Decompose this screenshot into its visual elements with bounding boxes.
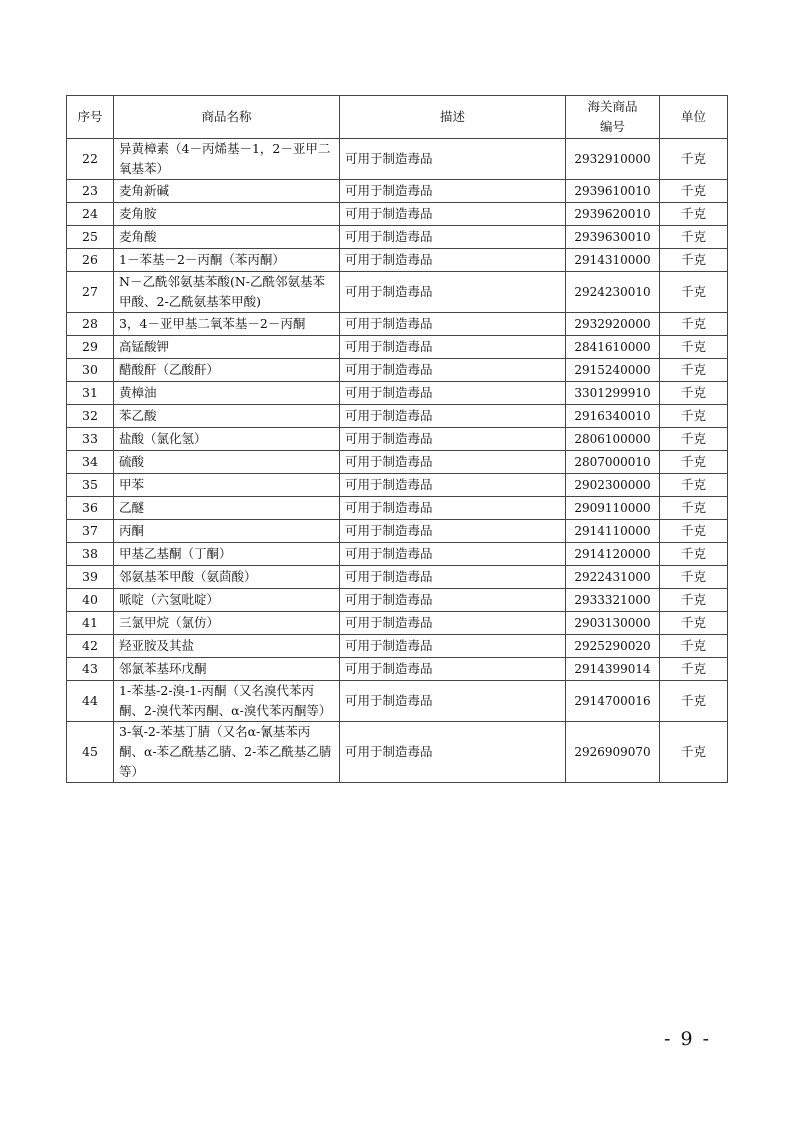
table-row — [67, 336, 728, 359]
cell-hs-code: 3301299910 — [566, 382, 660, 405]
header-name: 商品名称 — [114, 96, 340, 139]
cell-index: 43 — [67, 658, 114, 681]
cell-description: 可用于制造毒品 — [340, 566, 566, 589]
cell-hs-code: 2933321000 — [566, 589, 660, 612]
cell-hs-code: 2939610010 — [566, 180, 660, 203]
cell-hs-code: 2924230010 — [566, 272, 660, 313]
cell-unit: 千克 — [660, 313, 728, 336]
cell-index: 31 — [67, 382, 114, 405]
table-row — [67, 359, 728, 382]
cell-hs-code: 2939620010 — [566, 203, 660, 226]
cell-description: 可用于制造毒品 — [340, 249, 566, 272]
cell-hs-code: 2916340010 — [566, 405, 660, 428]
table-row — [67, 474, 728, 497]
cell-description: 可用于制造毒品 — [340, 722, 566, 783]
cell-description: 可用于制造毒品 — [340, 520, 566, 543]
cell-name: 丙酮 — [114, 520, 340, 543]
cell-description: 可用于制造毒品 — [340, 497, 566, 520]
cell-name: 邻氨基苯甲酸（氨茴酸） — [114, 566, 340, 589]
cell-hs-code: 2841610000 — [566, 336, 660, 359]
cell-hs-code: 2914120000 — [566, 543, 660, 566]
cell-name: 哌啶（六氢吡啶） — [114, 589, 340, 612]
cell-unit: 千克 — [660, 382, 728, 405]
page-number: - 9 - — [664, 1028, 712, 1050]
cell-description: 可用于制造毒品 — [340, 635, 566, 658]
table-row — [67, 681, 728, 722]
cell-hs-code: 2932910000 — [566, 139, 660, 180]
table-row — [67, 139, 728, 180]
cell-index: 40 — [67, 589, 114, 612]
header-hs-code-line2: 编号 — [599, 119, 625, 134]
cell-description: 可用于制造毒品 — [340, 451, 566, 474]
cell-unit: 千克 — [660, 405, 728, 428]
cell-name: 麦角酸 — [114, 226, 340, 249]
cell-index: 24 — [67, 203, 114, 226]
cell-name: 1－苯基－2－丙酮（苯丙酮） — [114, 249, 340, 272]
cell-name: 甲基乙基酮（丁酮） — [114, 543, 340, 566]
table-row — [67, 382, 728, 405]
cell-hs-code: 2914110000 — [566, 520, 660, 543]
cell-description: 可用于制造毒品 — [340, 313, 566, 336]
header-hs-code-line1: 海关商品 — [587, 99, 638, 114]
cell-hs-code: 2914310000 — [566, 249, 660, 272]
cell-description: 可用于制造毒品 — [340, 139, 566, 180]
cell-hs-code: 2932920000 — [566, 313, 660, 336]
cell-index: 30 — [67, 359, 114, 382]
cell-index: 32 — [67, 405, 114, 428]
cell-description: 可用于制造毒品 — [340, 359, 566, 382]
cell-index: 38 — [67, 543, 114, 566]
table-row — [67, 658, 728, 681]
cell-name: 羟亚胺及其盐 — [114, 635, 340, 658]
cell-index: 33 — [67, 428, 114, 451]
cell-unit: 千克 — [660, 635, 728, 658]
table-row — [67, 566, 728, 589]
cell-unit: 千克 — [660, 722, 728, 783]
cell-name: 邻氯苯基环戊酮 — [114, 658, 340, 681]
table-row — [67, 589, 728, 612]
cell-index: 29 — [67, 336, 114, 359]
cell-name: 3-氧-2-苯基丁腈（又名α-氰基苯丙酮、α-苯乙酰基乙腈、2-苯乙酰基乙腈等） — [114, 722, 340, 783]
cell-description: 可用于制造毒品 — [340, 272, 566, 313]
cell-hs-code: 2909110000 — [566, 497, 660, 520]
cell-unit: 千克 — [660, 336, 728, 359]
cell-name: 麦角新碱 — [114, 180, 340, 203]
cell-hs-code: 2903130000 — [566, 612, 660, 635]
cell-description: 可用于制造毒品 — [340, 474, 566, 497]
cell-hs-code: 2939630010 — [566, 226, 660, 249]
table-row — [67, 612, 728, 635]
cell-index: 45 — [67, 722, 114, 783]
table-row — [67, 543, 728, 566]
cell-unit: 千克 — [660, 658, 728, 681]
table-row — [67, 722, 728, 783]
table-row — [67, 203, 728, 226]
table-row — [67, 451, 728, 474]
cell-index: 26 — [67, 249, 114, 272]
header-description: 描述 — [340, 96, 566, 139]
cell-name: 盐酸（氯化氢） — [114, 428, 340, 451]
cell-name: 三氯甲烷（氯仿） — [114, 612, 340, 635]
cell-description: 可用于制造毒品 — [340, 203, 566, 226]
cell-hs-code: 2807000010 — [566, 451, 660, 474]
cell-description: 可用于制造毒品 — [340, 382, 566, 405]
header-index: 序号 — [67, 96, 114, 139]
cell-hs-code: 2914399014 — [566, 658, 660, 681]
table-row — [67, 520, 728, 543]
cell-name: 硫酸 — [114, 451, 340, 474]
cell-description: 可用于制造毒品 — [340, 612, 566, 635]
cell-description: 可用于制造毒品 — [340, 589, 566, 612]
cell-unit: 千克 — [660, 428, 728, 451]
cell-unit: 千克 — [660, 589, 728, 612]
cell-name: 高锰酸钾 — [114, 336, 340, 359]
cell-index: 34 — [67, 451, 114, 474]
table-row — [67, 405, 728, 428]
cell-index: 35 — [67, 474, 114, 497]
cell-index: 37 — [67, 520, 114, 543]
cell-hs-code: 2926909070 — [566, 722, 660, 783]
cell-name: 异黄樟素（4－丙烯基－1，2－亚甲二氧基苯） — [114, 139, 340, 180]
cell-unit: 千克 — [660, 359, 728, 382]
cell-name: 麦角胺 — [114, 203, 340, 226]
cell-hs-code: 2915240000 — [566, 359, 660, 382]
cell-description: 可用于制造毒品 — [340, 405, 566, 428]
table-row — [67, 313, 728, 336]
table-row — [67, 226, 728, 249]
cell-hs-code: 2922431000 — [566, 566, 660, 589]
cell-description: 可用于制造毒品 — [340, 543, 566, 566]
cell-hs-code: 2925290020 — [566, 635, 660, 658]
cell-unit: 千克 — [660, 474, 728, 497]
cell-unit: 千克 — [660, 543, 728, 566]
cell-index: 36 — [67, 497, 114, 520]
cell-index: 44 — [67, 681, 114, 722]
table-row — [67, 497, 728, 520]
cell-name: 1-苯基-2-溴-1-丙酮（又名溴代苯丙酮、2-溴代苯丙酮、α-溴代苯丙酮等） — [114, 681, 340, 722]
cell-unit: 千克 — [660, 180, 728, 203]
goods-table-body — [67, 139, 728, 783]
cell-name: 甲苯 — [114, 474, 340, 497]
cell-unit: 千克 — [660, 451, 728, 474]
cell-description: 可用于制造毒品 — [340, 428, 566, 451]
header-unit: 单位 — [660, 96, 728, 139]
cell-description: 可用于制造毒品 — [340, 226, 566, 249]
cell-unit: 千克 — [660, 566, 728, 589]
cell-index: 41 — [67, 612, 114, 635]
cell-index: 39 — [67, 566, 114, 589]
goods-table — [66, 95, 728, 783]
cell-description: 可用于制造毒品 — [340, 681, 566, 722]
cell-unit: 千克 — [660, 249, 728, 272]
cell-description: 可用于制造毒品 — [340, 180, 566, 203]
header-row — [67, 96, 728, 139]
cell-index: 42 — [67, 635, 114, 658]
cell-index: 28 — [67, 313, 114, 336]
cell-unit: 千克 — [660, 612, 728, 635]
table-row — [67, 635, 728, 658]
header-hs-code — [566, 96, 660, 139]
cell-unit: 千克 — [660, 203, 728, 226]
cell-hs-code: 2806100000 — [566, 428, 660, 451]
table-row — [67, 272, 728, 313]
cell-index: 22 — [67, 139, 114, 180]
table-row — [67, 180, 728, 203]
cell-unit: 千克 — [660, 520, 728, 543]
cell-unit: 千克 — [660, 272, 728, 313]
cell-index: 27 — [67, 272, 114, 313]
cell-name: 苯乙酸 — [114, 405, 340, 428]
cell-description: 可用于制造毒品 — [340, 658, 566, 681]
cell-hs-code: 2902300000 — [566, 474, 660, 497]
table-row — [67, 428, 728, 451]
cell-name: 乙醚 — [114, 497, 340, 520]
cell-unit: 千克 — [660, 681, 728, 722]
cell-name: 醋酸酐（乙酸酐） — [114, 359, 340, 382]
table-row — [67, 249, 728, 272]
cell-unit: 千克 — [660, 226, 728, 249]
cell-hs-code: 2914700016 — [566, 681, 660, 722]
cell-unit: 千克 — [660, 497, 728, 520]
cell-name: N－乙酰邻氨基苯酸(N-乙酰邻氨基苯甲酸、2-乙酰氨基苯甲酸) — [114, 272, 340, 313]
cell-description: 可用于制造毒品 — [340, 336, 566, 359]
cell-name: 黄樟油 — [114, 382, 340, 405]
cell-index: 23 — [67, 180, 114, 203]
cell-name: 3，4－亚甲基二氧苯基－2－丙酮 — [114, 313, 340, 336]
cell-index: 25 — [67, 226, 114, 249]
cell-unit: 千克 — [660, 139, 728, 180]
